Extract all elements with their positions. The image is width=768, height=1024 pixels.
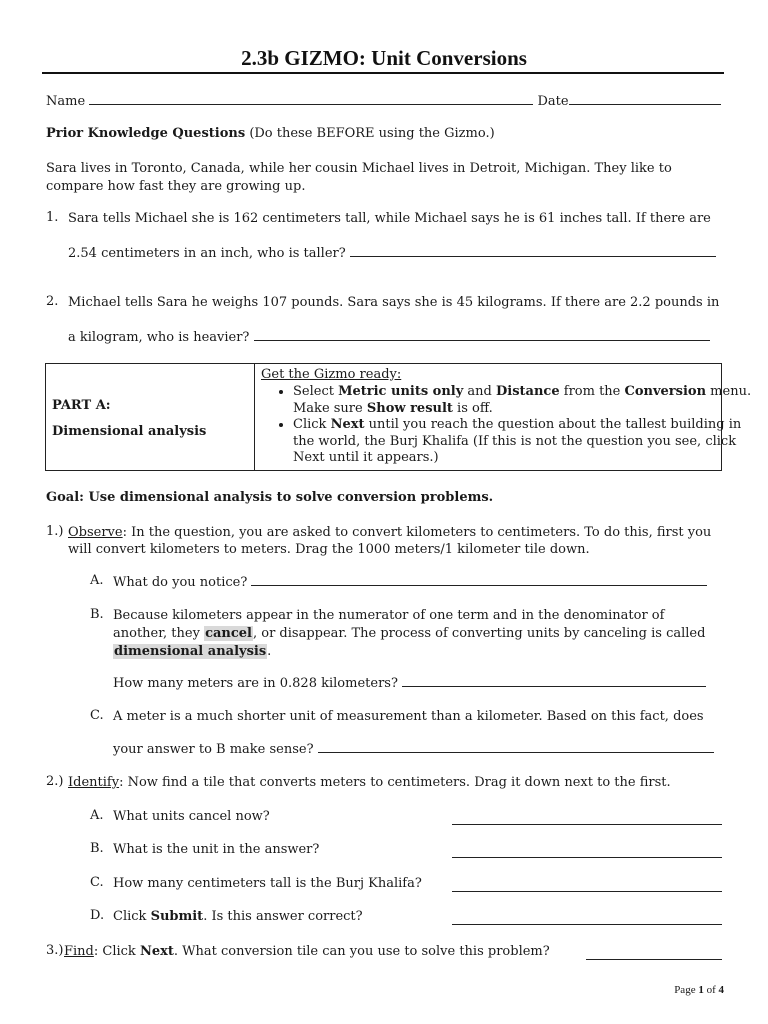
answer-line[interactable] [318,740,714,753]
name-date-row [46,92,726,109]
answer-line[interactable] [350,244,716,257]
setup-step-2: • Click Next until you reach the question about the tallest building in the world, the Burj Khalifa (If this is not the question you see, click Next until it appears.) [293,417,753,467]
title-divider [42,72,724,74]
answer-line[interactable] [452,879,722,892]
answer-line[interactable] [251,573,707,586]
prior-knowledge-heading: Prior Knowledge Questions (Do these BEFORE using the Gizmo.) [46,126,495,141]
name-field[interactable] [89,92,533,105]
page-number: Page 1 of 4 [674,984,724,996]
answer-line[interactable] [452,812,722,825]
part-a-table [45,363,752,471]
highlight-dimensional-analysis: dimensional analysis [114,644,267,659]
prior-intro: Sara lives in Toronto, Canada, while her cousin Michael lives in Detroit, Michigan. They like to compare how fast they are growing up. [46,161,672,194]
gizmo-ready-label: Get the Gizmo ready: [261,367,402,382]
part-a-subtitle: Dimensional analysis [52,424,207,439]
part-a-instructions-cell [255,364,752,470]
highlight-cancel: cancel [205,626,252,641]
answer-line[interactable] [254,328,710,341]
answer-line[interactable] [402,674,706,687]
setup-step-1: • Select Metric units only and Distance from the Conversion menu. Make sure Show result is off. [293,384,753,417]
answer-line[interactable] [452,912,722,925]
date-field[interactable] [569,92,721,105]
setup-list [255,384,753,467]
page-title: 2.3b GIZMO: Unit Conversions [241,46,527,70]
part-a-label: PART A: [52,398,111,413]
date-label: Date [537,94,569,109]
name-label: Name [46,94,86,109]
answer-line[interactable] [586,947,722,960]
part-a-label-cell [46,364,255,470]
answer-line[interactable] [452,845,722,858]
goal-statement: Goal: Use dimensional analysis to solve conversion problems. [46,490,494,505]
